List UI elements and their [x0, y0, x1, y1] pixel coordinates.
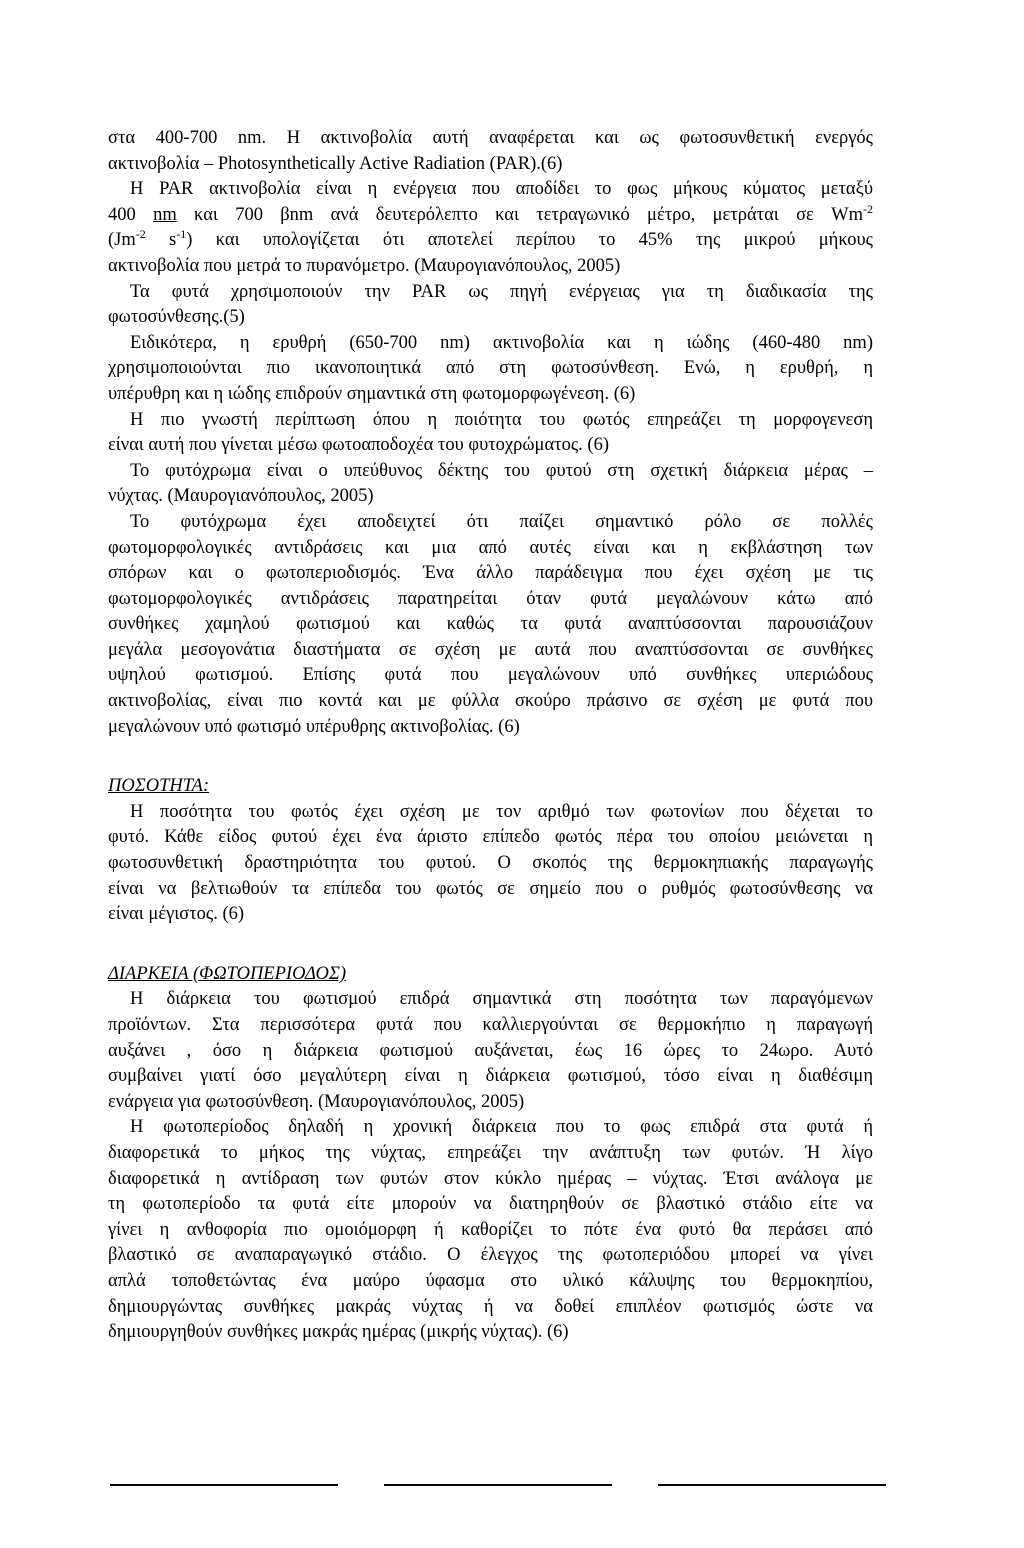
section-heading	[108, 962, 873, 988]
text-line: ακτινοβολίας, είναι πιο κοντά και με φύλλα σκούρο πράσινο σε σχέση με φυτά που	[108, 691, 873, 712]
text-line: διαφορετικά η αντίδραση των φυτών στον κύκλο ημέρας – νύχτας. Έτσι ανάλογα με	[108, 1168, 873, 1189]
text-line: βλαστικό σε αναπαραγωγικό στάδιο. Ο έλεγχος της φωτοπεριόδου μπορεί να γίνει	[108, 1245, 873, 1266]
text-line: ενάργεια για φωτοσύνθεση. (Μαυρογιανόπουλος, 2005)	[108, 1091, 525, 1112]
text-line: Η φωτοπερίοδος δηλαδή η χρονική διάρκεια που το φως επιδρά στα φυτά ή	[130, 1117, 873, 1138]
text-fragment: και 700 βnm ανά δευτερόλεπτο και τετραγωνικό μέτρο, μετράται σε Wm	[176, 204, 863, 225]
text-line: δημιουργώντας συνθήκες μακράς νύχτας ή να δοθεί επιπλέον φωτισμός ώστε να	[108, 1296, 873, 1317]
footer-divider	[110, 1484, 338, 1486]
document-body	[108, 126, 873, 1346]
text-line: είναι να βελτιωθούν τα επίπεδα του φωτός σε σημείο που ο ρυθμός φωτοσύνθεσης να	[108, 878, 873, 899]
text-line: ακτινοβολία – Photosynthetically Active Radiation (PAR).(6)	[108, 153, 563, 174]
text-fragment: nm	[153, 204, 177, 225]
superscript: -2	[135, 227, 146, 242]
text-line: φωτομορφολογικές αντιδράσεις και μια από αυτές είναι και η εκβλάστηση των	[108, 537, 873, 558]
text-fragment: (Jm	[108, 230, 136, 251]
text-line: προϊόντων. Στα περισσότερα φυτά που καλλιεργούνται σε θερμοκήπιο η παραγωγή	[108, 1015, 873, 1035]
text-line: νύχτας. (Μαυρογιανόπουλος, 2005)	[108, 486, 374, 507]
text-line: σπόρων και ο φωτοπεριοδισμός. Ένα άλλο παράδειγμα που έχει σχέση με τις	[108, 563, 873, 584]
section-heading-text: ΠΟΣΟΤΗΤΑ:	[108, 776, 210, 797]
text-line: φωτομορφολογικές αντιδράσεις παρατηρείται όταν φυτά μεγαλώνουν κάτω από	[108, 588, 873, 609]
superscript: -2	[863, 201, 873, 216]
text-line: είναι αυτή που γίνεται μέσω φωτοαποδοχέα του φυτοχρώματος. (6)	[108, 435, 609, 456]
text-line: δημιουργηθούν συνθήκες μακράς ημέρας (μικρής νύχτας). (6)	[108, 1322, 569, 1343]
text-fragment: s	[145, 230, 177, 251]
footer-divider	[384, 1484, 612, 1486]
intro-section	[108, 126, 873, 740]
text-line: μεγάλα μεσογονάτια διαστήματα σε σχέση με αυτά που αναπτύσσονται σε συνθήκες	[108, 639, 873, 660]
quantity-section	[108, 774, 873, 928]
text-line: τη φωτοπερίοδο τα φυτά είτε μπορούν να διατηρηθούν σε βλαστικό στάδιο είτε να	[108, 1194, 873, 1215]
text-line: χρησιμοποιούνται πιο ικανοποιητικά από στη φωτοσύνθεση. Ενώ, η ερυθρή, η	[108, 358, 873, 379]
text-line	[108, 228, 873, 254]
text-fragment: 400	[108, 204, 154, 225]
text-line: Η PAR ακτινοβολία είναι η ενέργεια που αποδίδει το φως μήκους κύματος μεταξύ	[130, 179, 873, 200]
duration-section	[108, 962, 873, 1346]
text-line: Ειδικότερα, η ερυθρή (650-700 nm) ακτινοβολία και η ιώδης (460-480 nm)	[130, 332, 873, 353]
text-line: Η ποσότητα του φωτός έχει σχέση με τον αριθμό των φωτονίων που δέχεται το	[130, 801, 873, 822]
footer-divider	[658, 1484, 886, 1486]
text-line: στα 400-700 nm. Η ακτινοβολία αυτή αναφέρεται και ως φωτοσυνθετική ενεργός	[108, 128, 873, 148]
text-line: συνθήκες χαμηλού φωτισμού και καθώς τα φυτά αναπτύσσονται παρουσιάζουν	[108, 614, 873, 635]
section-heading-text: ΔΙΑΡΚΕΙΑ (ΦΩΤΟΠΕΡΙΟΔΟΣ)	[108, 963, 346, 984]
text-line: αυξάνει , όσο η διάρκεια φωτισμού αυξάνεται, έως 16 ώρες το 24ωρο. Αυτό	[108, 1040, 873, 1061]
section-heading	[108, 774, 873, 800]
text-line: Το φυτόχρωμα έχει αποδειχτεί ότι παίζει σημαντικό ρόλο σε πολλές	[130, 511, 873, 532]
text-line: απλά τοποθετώντας ένα μαύρο ύφασμα στο υλικό κάλυψης του θερμοκηπίου,	[108, 1270, 873, 1291]
text-line: συμβαίνει γιατί όσο μεγαλύτερη είναι η διάρκεια φωτισμού, τόσο είναι η διαθέσιμη	[108, 1066, 873, 1087]
text-line: Η πιο γνωστή περίπτωση όπου η ποιότητα του φωτός επηρεάζει τη μορφογενεση	[130, 409, 873, 430]
text-line	[108, 203, 873, 229]
text-line: μεγαλώνουν υπό φωτισμό υπέρυθρης ακτινοβολίας. (6)	[108, 716, 520, 737]
text-line: Τα φυτά χρησιμοποιούν την PAR ως πηγή ενέργειας για τη διαδικασία της	[130, 281, 873, 302]
text-line: φωτοσυνθετική δραστηριότητα του φυτού. Ο σκοπός της θερμοκηπιακής παραγωγής	[108, 853, 873, 874]
text-line: είναι μέγιστος. (6)	[108, 904, 245, 925]
text-line: διαφορετικά το μήκος της νύχτας, επηρεάζει την ανάπτυξη των φυτών. Ή λίγο	[108, 1142, 873, 1163]
text-line: ακτινοβολία που μετρά το πυρανόμετρο. (Μαυρογιανόπουλος, 2005)	[108, 255, 621, 276]
text-line: υπέρυθρη και η ιώδης επιδρούν σημαντικά στη φωτομορφωγένεση. (6)	[108, 383, 636, 404]
text-line: φωτοσύνθεσης.(5)	[108, 307, 245, 328]
text-line: γίνει η ανθοφορία πιο ομοιόμορφη ή καθορίζει το πότε ένα φυτό θα περάσει από	[108, 1219, 873, 1240]
text-line: Το φυτόχρωμα είναι ο υπεύθυνος δέκτης του φυτού στη σχετική διάρκεια μέρας –	[130, 460, 873, 481]
text-fragment: ) και υπολογίζεται ότι αποτελεί περίπου το 45% της μικρού μήκους	[186, 230, 874, 251]
text-line: υψηλού φωτισμού. Επίσης φυτά που μεγαλώνουν υπό συνθήκες υπεριώδους	[108, 665, 873, 686]
text-line: Η διάρκεια του φωτισμού επιδρά σημαντικά στη ποσότητα των παραγόμενων	[130, 989, 873, 1010]
text-line: φυτό. Κάθε είδος φυτού έχει ένα άριστο επίπεδο φωτός πέρα του οποίου μειώνεται η	[108, 827, 873, 848]
superscript: -1	[176, 227, 187, 242]
